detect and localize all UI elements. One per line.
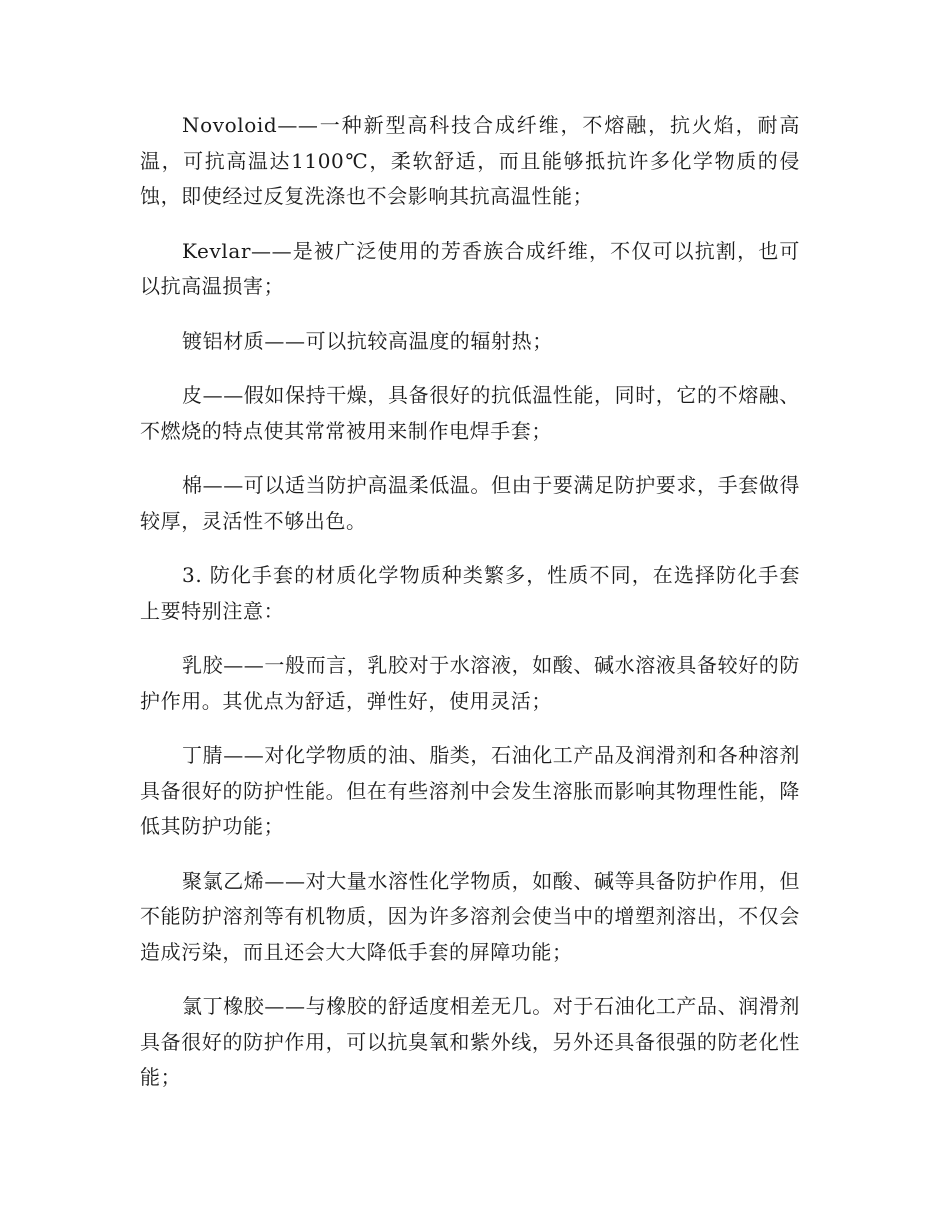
paragraph-nitrile: 丁腈——对化学物质的油、脂类，石油化工产品及润滑剂和各种溶剂具备很好的防护性能。但在有些溶剂中会发生溶胀而影响其物理性能，降低其防护功能； xyxy=(140,743,800,838)
paragraph-latex: 乳胶——一般而言，乳胶对于水溶液，如酸、碱水溶液具备较好的防护作用。其优点为舒适，弹性好，使用灵活； xyxy=(140,653,800,713)
paragraph-novoloid: Novoloid——一种新型高科技合成纤维，不熔融，抗火焰，耐高温，可抗高温达1100℃，柔软舒适，而且能够抵抗许多化学物质的侵蚀，即使经过反复洗涤也不会影响其抗高温性能； xyxy=(140,113,800,208)
document-body xyxy=(140,108,800,1115)
paragraph-cotton: 棉——可以适当防护高温柔低温。但由于要满足防护要求，手套做得较厚，灵活性不够出色。 xyxy=(140,473,800,533)
paragraph-section-3-heading: 3. 防化手套的材质化学物质种类繁多，性质不同，在选择防化手套上要特别注意： xyxy=(140,563,800,623)
paragraph-pvc: 聚氯乙烯——对大量水溶性化学物质，如酸、碱等具备防护作用，但不能防护溶剂等有机物质，因为许多溶剂会使当中的增塑剂溶出，不仅会造成污染，而且还会大大降低手套的屏障功能； xyxy=(140,868,800,964)
paragraph-neoprene: 氯丁橡胶——与橡胶的舒适度相差无几。对于石油化工产品、润滑剂具备很好的防护作用，可以抗臭氧和紫外线，另外还具备很强的防老化性能； xyxy=(140,994,800,1089)
paragraph-leather: 皮——假如保持干燥，具备很好的抗低温性能，同时，它的不熔融、不燃烧的特点使其常常被用来制作电焊手套； xyxy=(140,383,800,443)
paragraph-kevlar: Kevlar——是被广泛使用的芳香族合成纤维，不仅可以抗割，也可以抗高温损害； xyxy=(140,238,800,298)
paragraph-aluminized: 镀铝材质——可以抗较高温度的辐射热； xyxy=(182,328,553,353)
